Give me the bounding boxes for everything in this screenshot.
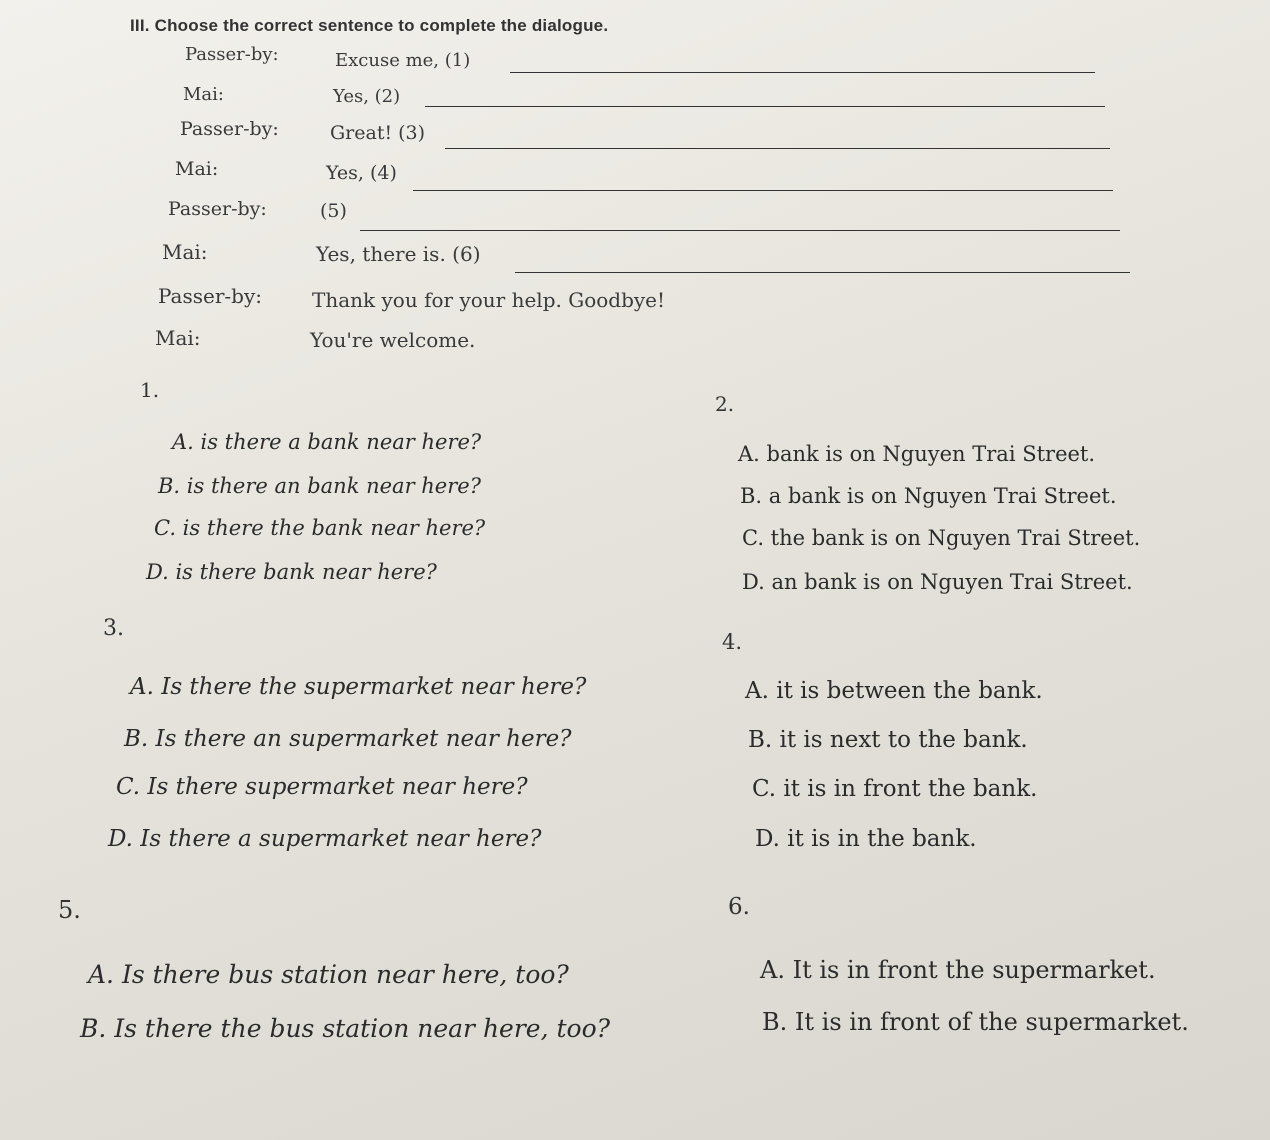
question-number: 5. bbox=[58, 896, 81, 924]
dialogue-line: Great! (3) bbox=[330, 122, 426, 144]
dialogue-speaker: Mai: bbox=[183, 84, 224, 105]
option-3c[interactable]: C. Is there supermarket near here? bbox=[116, 774, 528, 800]
answer-blank-1[interactable] bbox=[510, 72, 1095, 73]
dialogue-line: Yes, (4) bbox=[326, 162, 397, 184]
dialogue-speaker: Mai: bbox=[162, 240, 208, 264]
option-4a[interactable]: A. it is between the bank. bbox=[745, 678, 1043, 704]
dialogue-speaker: Passer-by: bbox=[158, 284, 263, 308]
answer-blank-6[interactable] bbox=[515, 272, 1130, 273]
answer-blank-3[interactable] bbox=[445, 148, 1110, 149]
dialogue-speaker: Mai: bbox=[155, 326, 201, 350]
dialogue-line: Excuse me, (1) bbox=[335, 50, 471, 71]
option-2b[interactable]: B. a bank is on Nguyen Trai Street. bbox=[740, 484, 1117, 508]
dialogue-line: Thank you for your help. Goodbye! bbox=[312, 288, 666, 312]
answer-blank-4[interactable] bbox=[413, 190, 1113, 191]
option-1b[interactable]: B. is there an bank near here? bbox=[158, 474, 481, 498]
dialogue-line: Yes, there is. (6) bbox=[316, 242, 481, 266]
option-5a[interactable]: A. Is there bus station near here, too? bbox=[88, 960, 569, 989]
dialogue-speaker: Passer-by: bbox=[180, 118, 279, 140]
question-number: 2. bbox=[715, 392, 735, 416]
option-4b[interactable]: B. it is next to the bank. bbox=[748, 727, 1028, 753]
dialogue-line: (5) bbox=[320, 200, 347, 222]
dialogue-line: Yes, (2) bbox=[333, 86, 401, 107]
question-number: 6. bbox=[728, 894, 750, 920]
option-2c[interactable]: C. the bank is on Nguyen Trai Street. bbox=[742, 526, 1141, 550]
option-1d[interactable]: D. is there bank near here? bbox=[146, 560, 437, 584]
option-5b[interactable]: B. Is there the bus station near here, too? bbox=[80, 1014, 611, 1043]
dialogue-line: You're welcome. bbox=[310, 328, 476, 352]
option-2d[interactable]: D. an bank is on Nguyen Trai Street. bbox=[742, 570, 1133, 594]
question-number: 1. bbox=[140, 378, 160, 402]
exercise-heading: III. Choose the correct sentence to complete the dialogue. bbox=[130, 16, 609, 35]
option-3d[interactable]: D. Is there a supermarket near here? bbox=[108, 826, 542, 852]
option-1a[interactable]: A. is there a bank near here? bbox=[172, 430, 482, 454]
question-number: 4. bbox=[722, 630, 743, 654]
question-number: 3. bbox=[103, 616, 124, 641]
answer-blank-5[interactable] bbox=[360, 230, 1120, 231]
option-3b[interactable]: B. Is there an supermarket near here? bbox=[124, 726, 572, 752]
option-2a[interactable]: A. bank is on Nguyen Trai Street. bbox=[738, 442, 1096, 466]
option-4c[interactable]: C. it is in front the bank. bbox=[752, 776, 1038, 802]
option-1c[interactable]: C. is there the bank near here? bbox=[154, 516, 486, 540]
option-6a[interactable]: A. It is in front the supermarket. bbox=[760, 956, 1156, 984]
dialogue-speaker: Passer-by: bbox=[168, 198, 267, 220]
dialogue-speaker: Mai: bbox=[175, 158, 219, 180]
answer-blank-2[interactable] bbox=[425, 106, 1105, 107]
option-6b[interactable]: B. It is in front of the supermarket. bbox=[762, 1008, 1189, 1036]
dialogue-speaker: Passer-by: bbox=[185, 44, 279, 65]
option-4d[interactable]: D. it is in the bank. bbox=[755, 826, 977, 852]
option-3a[interactable]: A. Is there the supermarket near here? bbox=[130, 674, 587, 700]
